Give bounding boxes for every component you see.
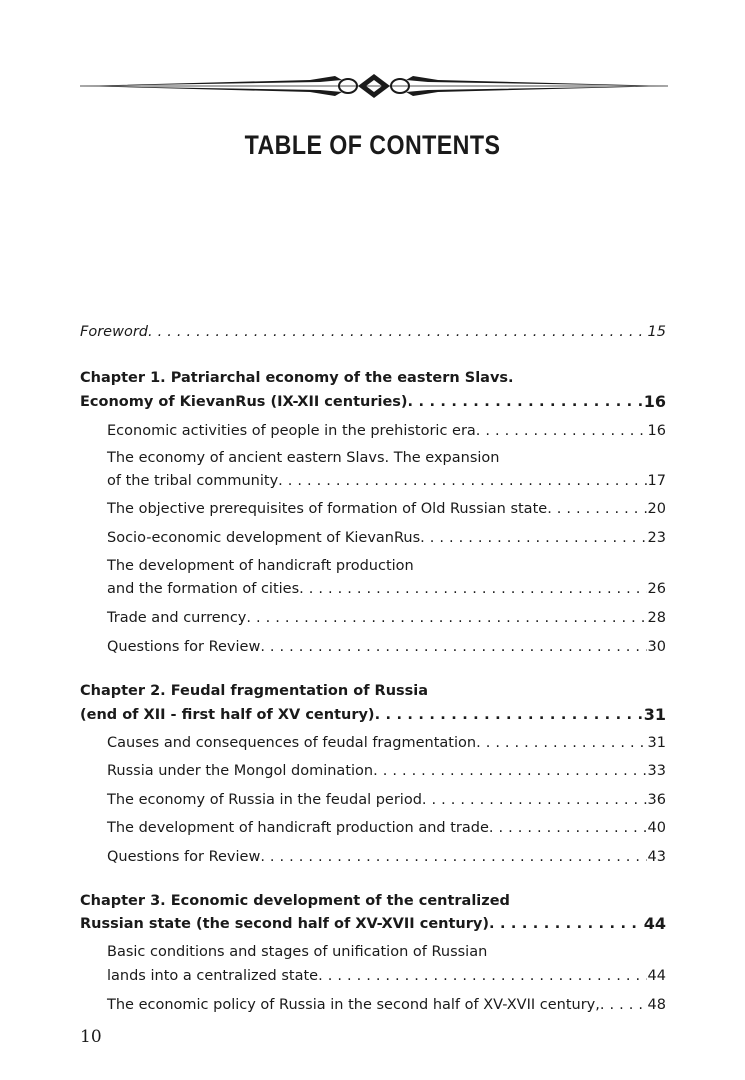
toc-entry[interactable]: Causes and consequences of feudal fragmentation . . . 31: [107, 731, 666, 755]
chapter-heading-line: Chapter 1. Patriarchal economy of the eastern Slavs.: [80, 370, 514, 386]
leader-dots: [476, 731, 646, 755]
leader-dots: [278, 469, 646, 493]
page-ref: 28: [647, 610, 666, 626]
page-ref: 23: [647, 530, 666, 546]
toc-entry-line: The economy of ancient eastern Slavs. The expansion: [107, 450, 500, 466]
leader-dots: [373, 759, 646, 783]
page-ref: 16: [647, 423, 666, 439]
toc-entry[interactable]: The economy of Russia in the feudal period . . . 36: [107, 788, 666, 812]
leader-dots: [408, 390, 643, 414]
page-ref: 44: [647, 968, 666, 984]
page-title: TABLE OF CONTENTS: [244, 130, 501, 160]
leader-dots: [260, 635, 646, 659]
toc-entry[interactable]: The objective prerequisites of formation of Old Russian state . . . 20: [107, 497, 666, 521]
toc-entry[interactable]: Trade and currency . . . 28: [107, 606, 666, 630]
toc-entry-foreword[interactable]: Foreword . . . 15: [80, 320, 666, 344]
toc-entry-line: The development of handicraft production: [107, 558, 414, 574]
chapter-heading-line: Chapter 2. Feudal fragmentation of Russia: [80, 683, 429, 699]
page-ref: 33: [647, 763, 666, 779]
toc-entry[interactable]: Questions for Review . . . 43: [107, 845, 666, 869]
page-ref: 40: [647, 820, 666, 836]
toc-entry[interactable]: The economic policy of Russia in the second half of XV-XVII century, . . . 48: [107, 993, 666, 1017]
page-ref: 17: [647, 473, 666, 489]
page-ref: 16: [643, 392, 666, 411]
page-ref: 48: [647, 997, 666, 1013]
page-number: 10: [80, 1027, 102, 1047]
toc-entry[interactable]: and the formation of cities . . . 26: [107, 577, 666, 601]
leader-dots: [246, 606, 646, 630]
leader-dots: [260, 845, 646, 869]
page-ref: 44: [643, 914, 666, 933]
page-ref: 31: [643, 705, 666, 724]
page-ref: 30: [647, 639, 666, 655]
leader-dots: [547, 497, 646, 521]
page-ref: 43: [647, 849, 666, 865]
leader-dots: [299, 577, 646, 601]
toc-entry[interactable]: of the tribal community . . . 17: [107, 469, 666, 493]
toc-entry-chapter-1[interactable]: Economy of KievanRus (IX-XII centuries) . . . 16: [80, 390, 666, 414]
toc-entry[interactable]: Economic activities of people in the prehistoric era . . . 16: [107, 419, 666, 443]
toc-entry-line: Basic conditions and stages of unification of Russian: [107, 944, 488, 960]
decorative-ornament: [80, 68, 668, 104]
leader-dots: [375, 703, 643, 727]
page-ref: 36: [647, 792, 666, 808]
leader-dots: [600, 993, 647, 1017]
page-ref: 20: [647, 501, 666, 517]
toc-entry[interactable]: Socio-economic development of KievanRus . . . 23: [107, 526, 666, 550]
leader-dots: [318, 964, 646, 988]
leader-dots: [489, 912, 643, 936]
toc-entry[interactable]: Russia under the Mongol domination . . . 33: [107, 759, 666, 783]
chapter-heading-line: Chapter 3. Economic development of the centralized: [80, 893, 510, 909]
leader-dots: [422, 788, 647, 812]
page-ref: 26: [647, 581, 666, 597]
toc-entry[interactable]: The development of handicraft production and trade . . . 40: [107, 816, 666, 840]
page-ref: 31: [647, 735, 666, 751]
page-ref: 15: [647, 324, 666, 340]
leader-dots: [476, 419, 647, 443]
toc-entry-chapter-2[interactable]: (end of XII - first half of XV century) . . . 31: [80, 703, 666, 727]
toc-entry[interactable]: Questions for Review . . . 30: [107, 635, 666, 659]
leader-dots: [489, 816, 647, 840]
leader-dots: [420, 526, 646, 550]
toc-entry[interactable]: lands into a centralized state . . . 44: [107, 964, 666, 988]
toc-entry-chapter-3[interactable]: Russian state (the second half of XV-XVII century) . . . 44: [80, 912, 666, 936]
leader-dots: [148, 320, 647, 344]
